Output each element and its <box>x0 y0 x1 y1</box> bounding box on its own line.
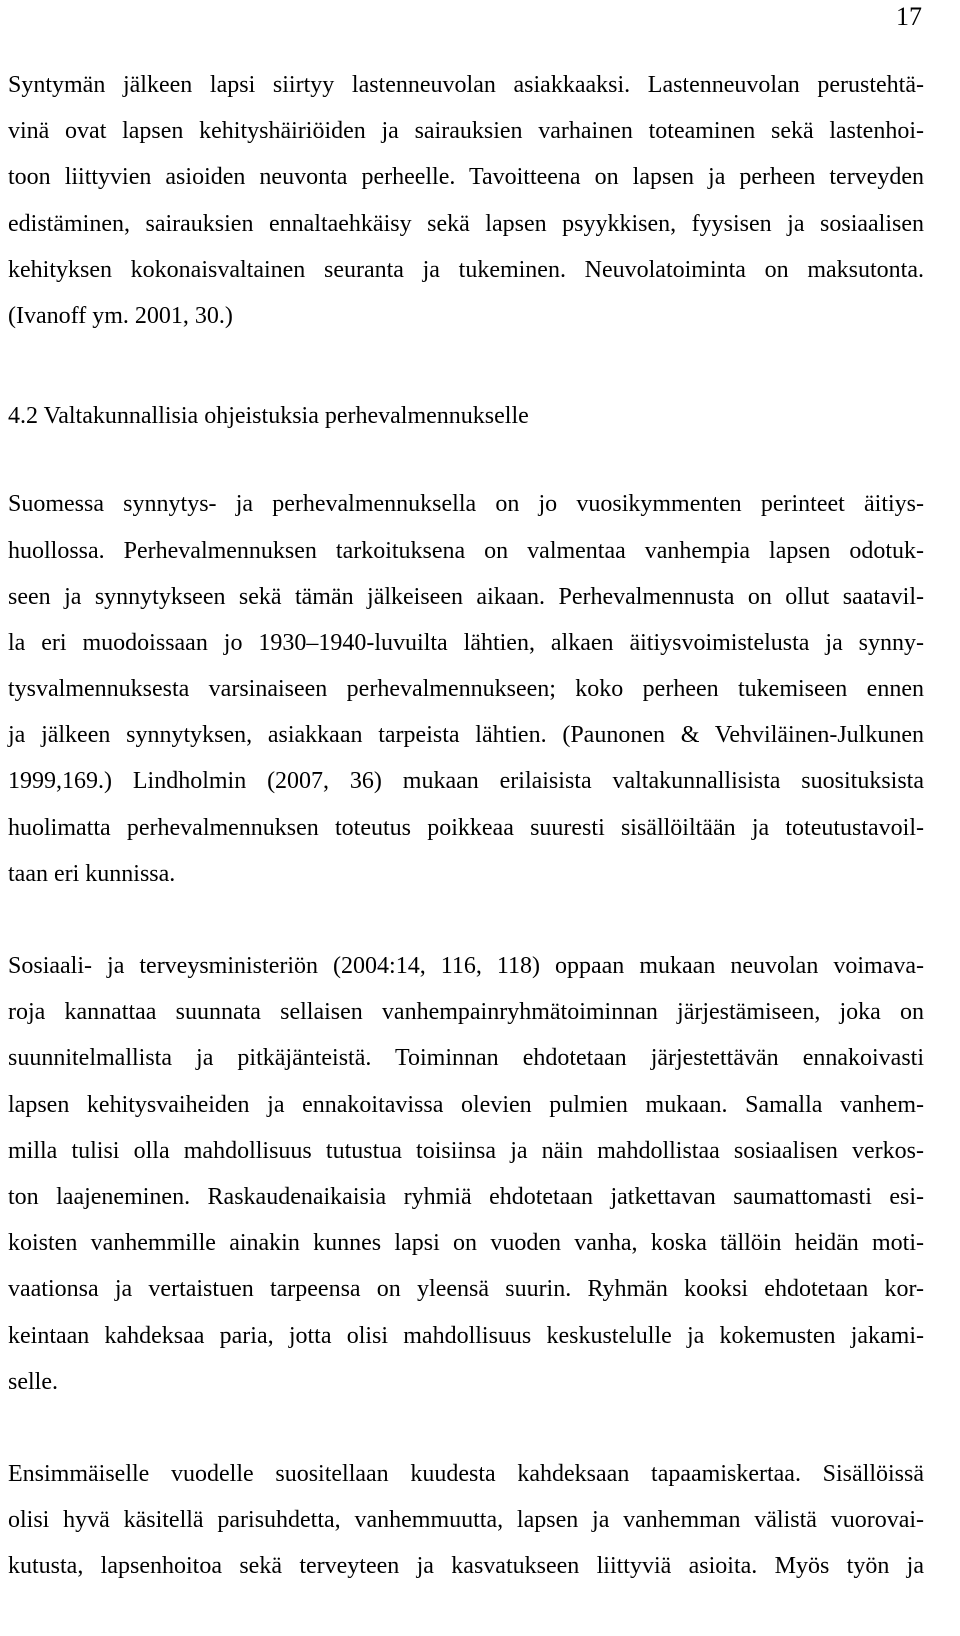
text-line: milla tulisi olla mahdollisuus tutustua toisiinsa ja näin mahdollistaa sosiaalisen verkos- <box>8 1137 924 1164</box>
text-line: kutusta, lapsenhoitoa sekä terveyteen ja kasvatukseen liittyviä asioita. Myös työn ja <box>8 1553 924 1580</box>
text-line: Sosiaali- ja terveysministeriön (2004:14, 116, 118) oppaan mukaan neuvolan voimava- <box>8 953 924 979</box>
page-number: 17 <box>896 2 922 31</box>
text-line: taan eri kunnissa. <box>8 860 176 887</box>
paragraph-stm-opas <box>8 943 924 1405</box>
text-line: Syntymän jälkeen lapsi siirtyy lastenneuvolan asiakkaaksi. Lastenneuvolan perustehtä- <box>8 72 924 98</box>
text-line: kehityksen kokonaisvaltainen seuranta ja tukeminen. Neuvolatoiminta on maksutonta. <box>8 256 924 283</box>
text-line: selle. <box>8 1368 58 1395</box>
text-line: vaationsa ja vertaistuen tarpeensa on yleensä suurin. Ryhmän kooksi ehdotetaan kor- <box>8 1276 924 1303</box>
document-body <box>8 62 924 1589</box>
paragraph-first-year <box>8 1451 924 1590</box>
text-line: Ensimmäiselle vuodelle suositellaan kuudesta kahdeksaan tapaamiskertaa. Sisällöissä <box>8 1460 924 1487</box>
text-line: tysvalmennuksesta varsinaiseen perhevalmennukseen; koko perheen tukemiseen ennen <box>8 676 924 703</box>
text-line: ton laajeneminen. Raskaudenaikaisia ryhmiä ehdotetaan jatkettavan saumattomasti esi- <box>8 1183 924 1210</box>
section-heading: 4.2 Valtakunnallisia ohjeistuksia perhevalmennukselle <box>8 403 529 430</box>
text-line: vinä ovat lapsen kehityshäiriöiden ja sairauksien varhainen toteaminen sekä lastenhoi- <box>8 118 924 145</box>
text-line: ja jälkeen synnytyksen, asiakkaan tarpeista lähtien. (Paunonen & Vehviläinen-Julkunen <box>8 722 924 749</box>
text-line: Suomessa synnytys- ja perhevalmennuksella on jo vuosikymmenten perinteet äitiys- <box>8 491 924 518</box>
text-line: 1999,169.) Lindholmin (2007, 36) mukaan erilaisista valtakunnallisista suosituksista <box>8 768 924 795</box>
text-line: edistäminen, sairauksien ennaltaehkäisy sekä lapsen psyykkisen, fyysisen ja sosiaalisen <box>8 210 924 237</box>
text-line: koisten vanhemmille ainakin kunnes lapsi on vuoden vanha, koska tällöin heidän moti- <box>8 1230 924 1257</box>
text-line: toon liittyvien asioiden neuvonta perheelle. Tavoitteena on lapsen ja perheen terveyden <box>8 164 924 191</box>
paragraph-perhevalmennus <box>8 481 924 897</box>
text-line: (Ivanoff ym. 2001, 30.) <box>8 302 233 329</box>
text-line: olisi hyvä käsitellä parisuhdetta, vanhemmuutta, lapsen ja vanhemman välistä vuorovai- <box>8 1507 924 1534</box>
text-line: huolimatta perhevalmennuksen toteutus poikkeaa suuresti sisällöiltään ja toteutustavoil- <box>8 814 924 841</box>
text-line: lapsen kehitysvaiheiden ja ennakoitavissa olevien pulmien mukaan. Samalla vanhem- <box>8 1091 924 1118</box>
text-line: huollossa. Perhevalmennuksen tarkoituksena on valmentaa vanhempia lapsen odotuk- <box>8 537 924 564</box>
text-line: la eri muodoissaan jo 1930–1940-luvuilta lähtien, alkaen äitiysvoimistelusta ja synny- <box>8 629 924 656</box>
text-line: keintaan kahdeksaa paria, jotta olisi mahdollisuus keskustelulle ja kokemusten jakami- <box>8 1322 924 1349</box>
text-line: roja kannattaa suunnata sellaisen vanhempainryhmätoiminnan järjestämiseen, joka on <box>8 999 924 1026</box>
paragraph-intro <box>8 62 924 339</box>
text-line: seen ja synnytykseen sekä tämän jälkeiseen aikaan. Perhevalmennusta on ollut saatavil- <box>8 583 924 610</box>
text-line: suunnitelmallista ja pitkäjänteistä. Toiminnan ehdotetaan järjestettävän ennakoivasti <box>8 1045 924 1072</box>
